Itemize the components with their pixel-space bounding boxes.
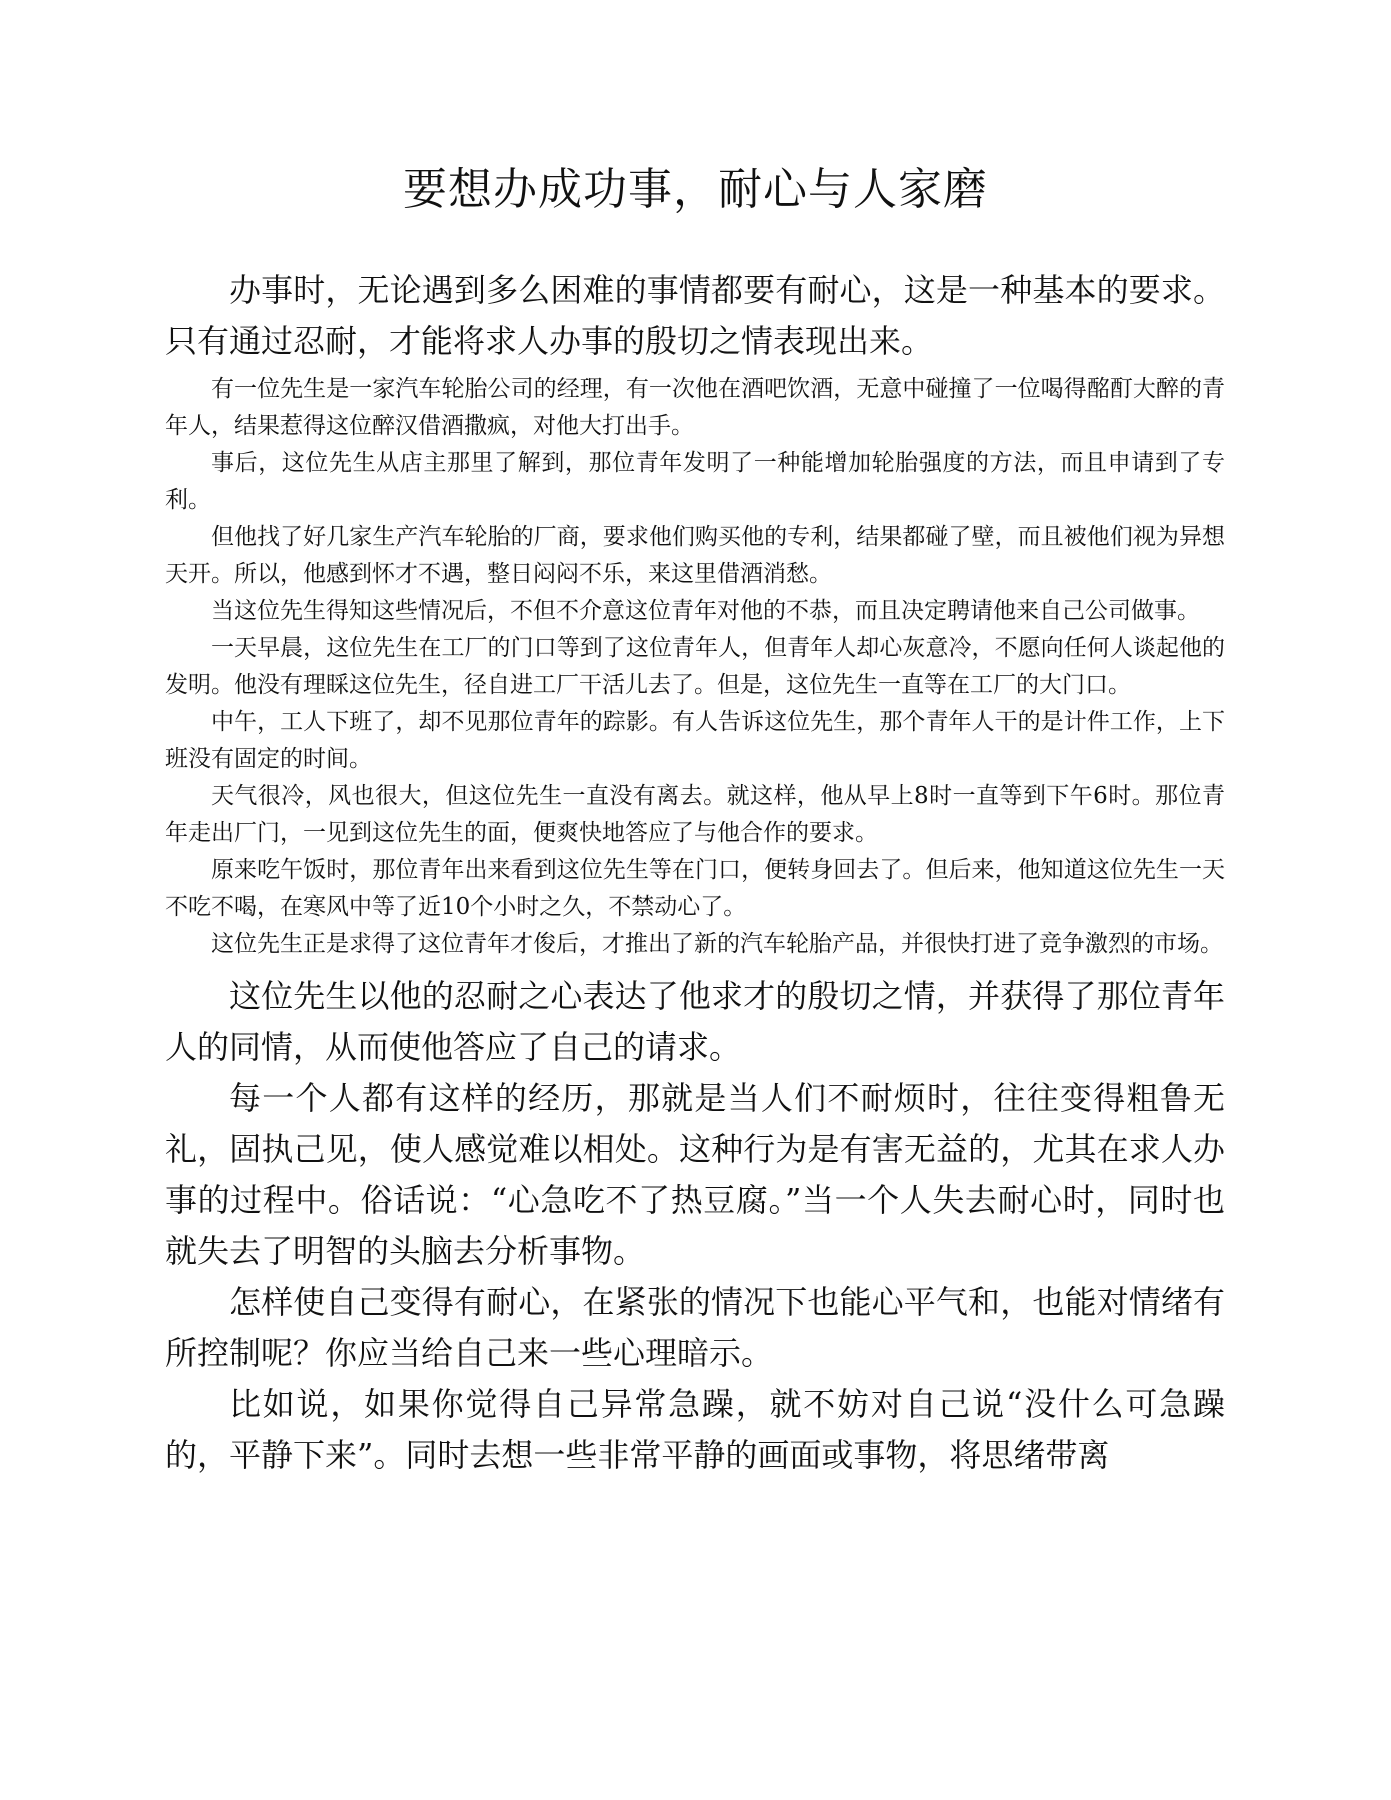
story-paragraph: 当这位先生得知这些情况后，不但不介意这位青年对他的不恭，而且决定聘请他来自己公司做事。 xyxy=(211,598,1200,624)
discussion-paragraph: 怎样使自己变得有耐心，在紧张的情况下也能心平气和，也能对情绪有所控制呢？你应当给自己来一些心理暗示。 xyxy=(165,1283,1225,1372)
intro-paragraph: 办事时，无论遇到多么困难的事情都要有耐心，这是一种基本的要求。只有通过忍耐，才能将求人办事的殷切之情表现出来。 xyxy=(165,271,1225,360)
story-paragraph: 但他找了好几家生产汽车轮胎的厂商，要求他们购买他的专利，结果都碰了壁，而且被他们视为异想天开。所以，他感到怀才不遇，整日闷闷不乐，来这里借酒消愁。 xyxy=(165,524,1225,587)
document-body xyxy=(165,265,1225,1481)
story-paragraph: 一天早晨，这位先生在工厂的门口等到了这位青年人，但青年人却心灰意冷，不愿向任何人谈起他的发明。他没有理睬这位先生，径自进工厂干活儿去了。但是，这位先生一直等在工厂的大门口。 xyxy=(165,635,1225,698)
discussion-paragraph: 这位先生以他的忍耐之心表达了他求才的殷切之情，并获得了那位青年人的同情，从而使他答应了自己的请求。 xyxy=(165,977,1225,1066)
story-paragraph: 有一位先生是一家汽车轮胎公司的经理，有一次他在酒吧饮酒，无意中碰撞了一位喝得酩酊大醉的青年人，结果惹得这位醉汉借酒撒疯，对他大打出手。 xyxy=(165,376,1225,439)
story-paragraph: 中午，工人下班了，却不见那位青年的踪影。有人告诉这位先生，那个青年人干的是计件工作，上下班没有固定的时间。 xyxy=(165,709,1225,772)
story-paragraph: 天气很冷，风也很大，但这位先生一直没有离去。就这样，他从早上8时一直等到下午6时。那位青年走出厂门，一见到这位先生的面，便爽快地答应了与他合作的要求。 xyxy=(165,783,1225,846)
story-paragraph: 这位先生正是求得了这位青年才俊后，才推出了新的汽车轮胎产品，并很快打进了竞争激烈的市场。 xyxy=(211,931,1223,957)
document-title: 要想办成功事，耐心与人家磨 xyxy=(403,164,988,215)
discussion-paragraph: 每一个人都有这样的经历，那就是当人们不耐烦时，往往变得粗鲁无礼，固执己见，使人感觉难以相处。这种行为是有害无益的，尤其在求人办事的过程中。俗话说：“心急吃不了热豆腐。”当一个人失去耐心时，同时也就失去了明智的头脑去分析事物。 xyxy=(165,1079,1225,1270)
story-paragraph: 原来吃午饭时，那位青年出来看到这位先生等在门口，便转身回去了。但后来，他知道这位先生一天不吃不喝，在寒风中等了近10个小时之久，不禁动心了。 xyxy=(165,857,1225,920)
story-paragraph: 事后，这位先生从店主那里了解到，那位青年发明了一种能增加轮胎强度的方法，而且申请到了专利。 xyxy=(165,450,1225,513)
discussion-paragraph: 比如说，如果你觉得自己异常急躁，就不妨对自己说“没什么可急躁的，平静下来”。同时去想一些非常平静的画面或事物，将思绪带离 xyxy=(165,1385,1225,1474)
